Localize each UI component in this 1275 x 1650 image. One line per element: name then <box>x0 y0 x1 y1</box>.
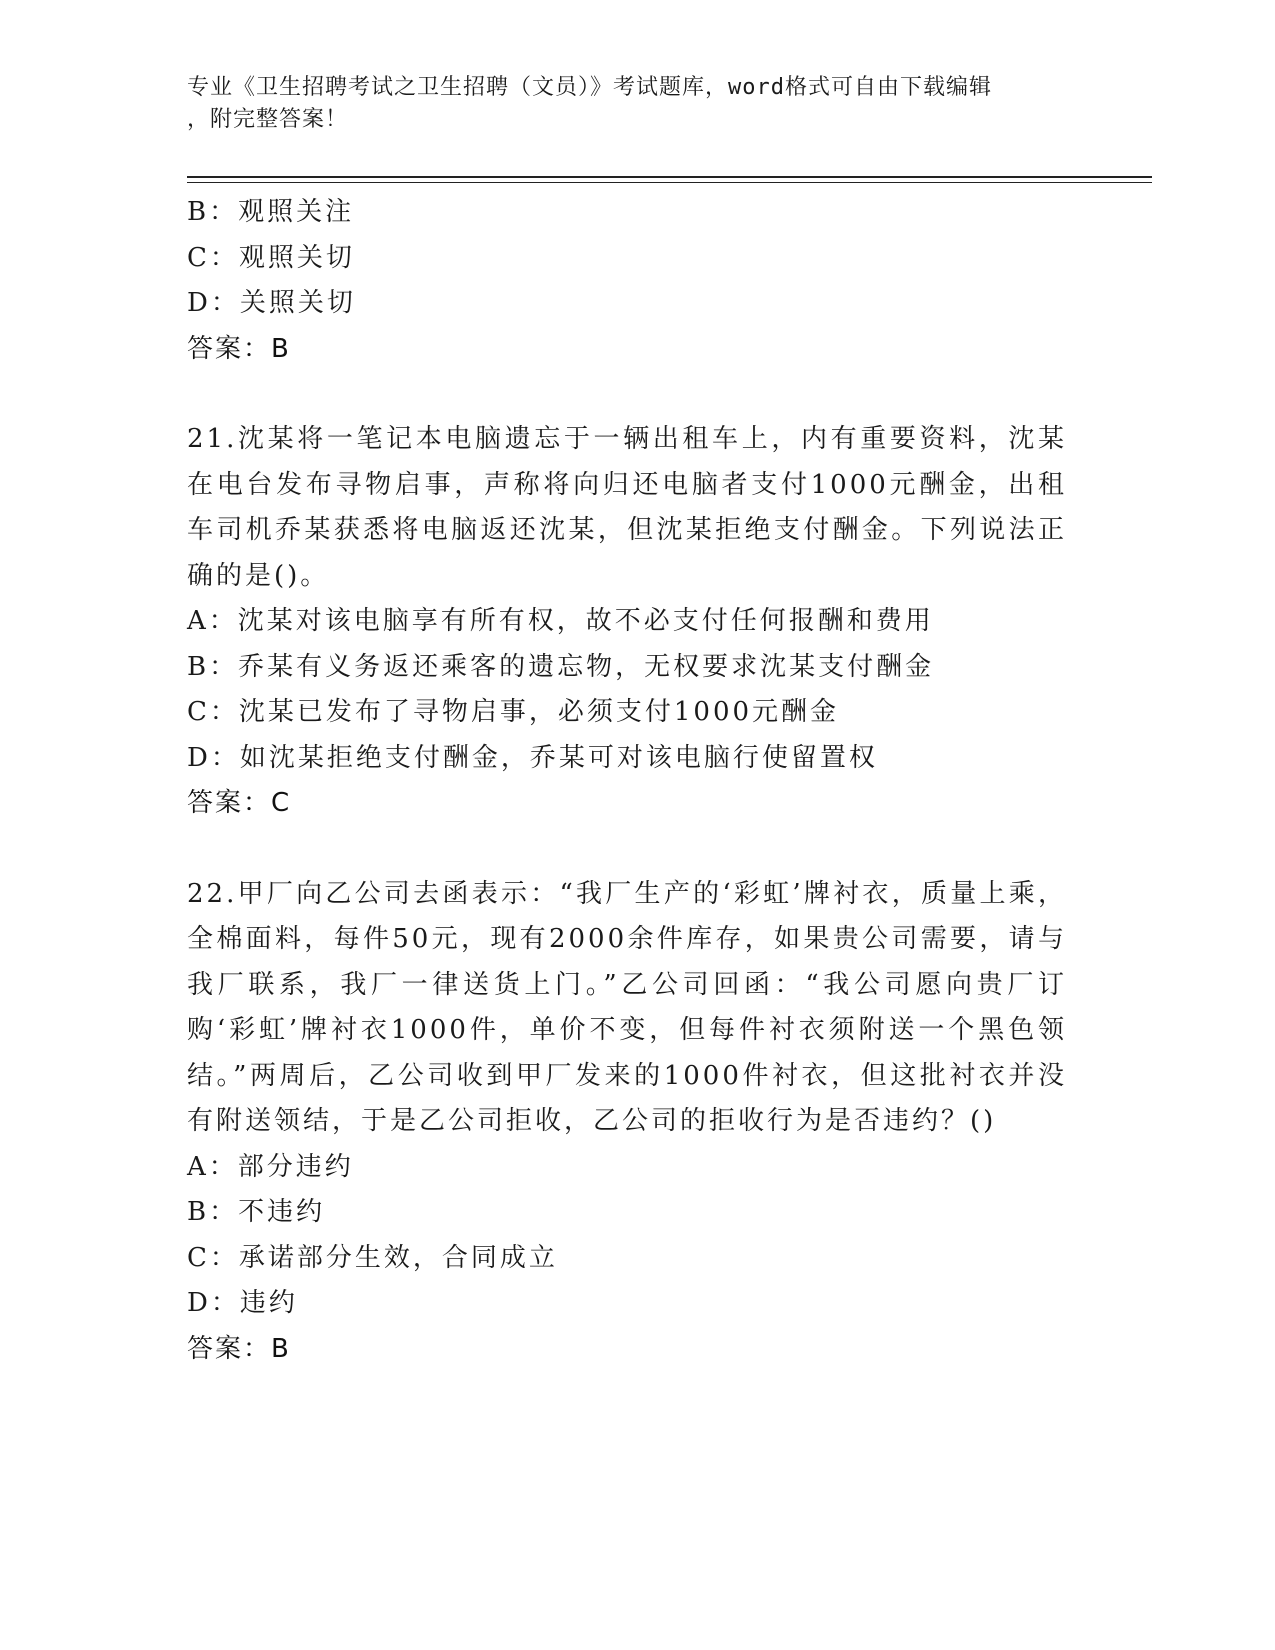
header-title-line-1: 专业《卫生招聘考试之卫生招聘（文员）》考试题库，word格式可自由下载编辑 <box>187 75 992 100</box>
option-d: D：如沈某拒绝支付酬金，乔某可对该电脑行使留置权 <box>187 742 878 773</box>
answer-line: 答案：C <box>187 788 292 818</box>
option-b: B：不违约 <box>187 1197 326 1227</box>
question-stem: 22.甲厂向乙公司去函表示：“我厂生产的‘彩虹’牌衬衣，质量上乘，全棉面料，每件50元，现有2000余件库存，如果贵公司需要，请与我厂联系，我厂一律送货上门。”乙公司回函：“我公司愿向贵厂订购‘彩虹’牌衬衣1000件，单价不变，但每件衬衣须附送一个黑色领结。”两周后，乙公司收到甲厂发来的1000件衬衣，但这批衬衣并没有附送领结，于是乙公司拒收，乙公司的拒收行为是否违约？() <box>187 878 1067 1136</box>
header-title-line-2: ，附完整答案！ <box>187 107 349 132</box>
option-a: A：沈某对该电脑享有所有权，故不必支付任何报酬和费用 <box>187 606 934 636</box>
header-divider-thick <box>187 176 1152 178</box>
option-c: C：观照关切 <box>187 242 355 273</box>
page-header <box>187 72 1067 136</box>
question-22 <box>187 872 1067 1373</box>
option-d: D：关照关切 <box>187 288 356 318</box>
option-a: A：部分违约 <box>187 1151 354 1182</box>
question-21 <box>187 417 1067 827</box>
previous-question-tail <box>187 190 1067 372</box>
answer-line: 答案：B <box>187 333 291 364</box>
document-body <box>187 190 1067 1372</box>
option-c: C：沈某已发布了寻物启事，必须支付1000元酬金 <box>187 697 840 727</box>
option-b: B：乔某有义务返还乘客的遗忘物，无权要求沈某支付酬金 <box>187 651 935 682</box>
answer-line: 答案：B <box>187 1333 291 1364</box>
option-d: D：违约 <box>187 1288 298 1318</box>
question-stem: 21.沈某将一笔记本电脑遗忘于一辆出租车上，内有重要资料，沈某在电台发布寻物启事，声称将向归还电脑者支付1000元酬金，出租车司机乔某获悉将电脑返还沈某，但沈某拒绝支付酬金。下列说法正确的是()。 <box>187 424 1067 591</box>
option-c: C：承诺部分生效，合同成立 <box>187 1242 558 1273</box>
header-divider-thin <box>187 182 1152 183</box>
option-b: B：观照关注 <box>187 197 355 227</box>
